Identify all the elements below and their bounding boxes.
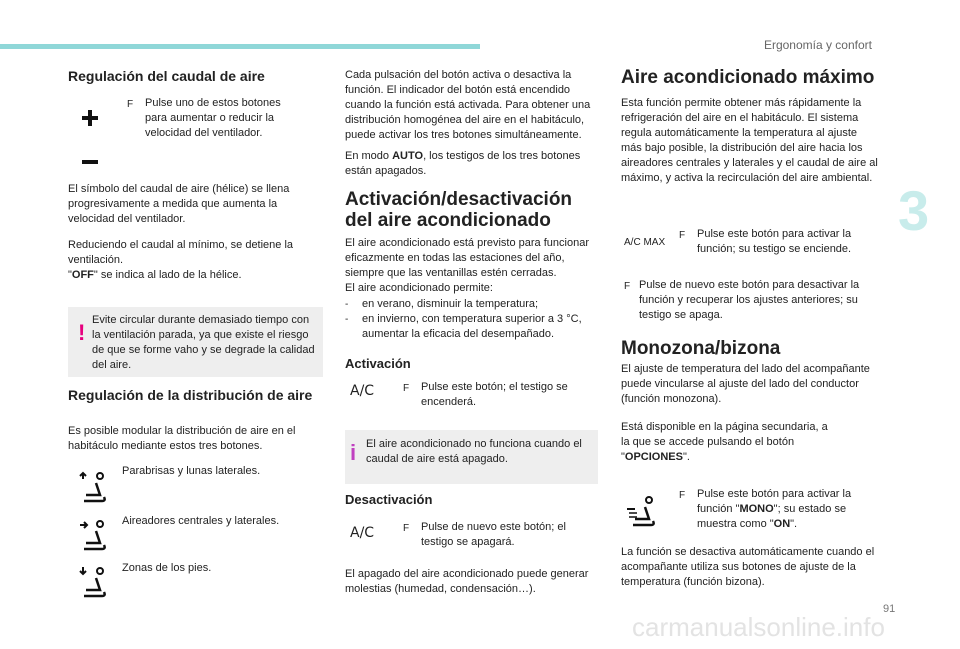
- monozone-title: Monozona/bizona: [621, 338, 781, 359]
- distribution-title: Regulación de la distribución de aire: [68, 387, 313, 403]
- list-dash: -: [345, 299, 349, 310]
- activation-bullet: Pulse este botón; el testigo se encenderá.: [421, 381, 568, 408]
- list-dash: -: [345, 314, 349, 325]
- monozone-paragraph-2: [621, 420, 836, 465]
- chapter-number: 3: [898, 179, 930, 242]
- monozone-paragraph-1: El ajuste de temperatura del lado del acompañante puede vincularse al ajuste del lado del conductor (función monozona).: [621, 363, 870, 405]
- monozone-bullet: [697, 487, 877, 532]
- bullet-marker: F: [679, 490, 686, 501]
- flow-paragraph-1: El símbolo del caudal de aire (hélice) se llena progresivamente a medida que aumenta la velocidad del ventilador.: [68, 183, 290, 225]
- options-label: OPCIONES: [624, 451, 683, 463]
- warning-icon: !: [78, 320, 86, 345]
- auto-p2-b: , los testigos de los tres botones están apagados.: [345, 150, 581, 177]
- mono-bullet-a: Pulse este botón para activar la función ": [697, 488, 852, 515]
- mono-bullet-b: "; su estado se muestra como ": [697, 503, 847, 530]
- flow-paragraph-2a: Reduciendo el caudal al mínimo, se detiene la ventilación.: [68, 239, 294, 266]
- info-icon: i: [350, 440, 357, 465]
- max-ac-title: Aire acondicionado máximo: [621, 67, 875, 88]
- warning-text: Evite circular durante demasiado tiempo con la ventilación parada, ya que existe el riesgo de que se forme vaho y se degrade la calidad del aire.: [92, 314, 315, 371]
- mono-label: MONO: [739, 503, 774, 515]
- auto-label: AUTO: [392, 150, 424, 162]
- ac-button-icon: A/C: [350, 525, 375, 541]
- watermark: carmanualsonline.info: [632, 612, 885, 642]
- activation-title: Activación: [345, 356, 411, 371]
- off-label: OFF: [71, 269, 94, 281]
- bullet-marker: F: [403, 523, 410, 534]
- bullet-marker: F: [624, 281, 631, 292]
- page-header-title: Ergonomía y confort: [763, 38, 872, 52]
- distribution-intro: Es posible modular la distribución de aire en el habitáculo mediante estos tres botones.: [68, 425, 296, 452]
- mono-p2-a: Está disponible en la página secundaria, a la que se accede pulsando el botón ": [621, 421, 828, 463]
- feet-distribution-icon: [80, 566, 108, 598]
- minus-icon: [80, 152, 100, 172]
- distribution-item-vents: Aireadores centrales y laterales.: [122, 515, 280, 527]
- flow-title: Regulación del caudal de aire: [68, 68, 265, 84]
- ac-button-icon: A/C: [350, 383, 375, 399]
- auto-p2-a: En modo: [345, 150, 393, 162]
- windscreen-distribution-icon: [80, 471, 108, 503]
- bullet-marker: F: [403, 383, 410, 394]
- max-ac-bullet-2: Pulse de nuevo este botón para desactivar la función y recuperar los ajustes anteriores; su testigo se apaga.: [639, 279, 860, 321]
- flow-paragraph-2: [68, 238, 323, 283]
- on-label: ON: [773, 518, 791, 530]
- ac-list-item-1: en verano, disminuir la temperatura;: [362, 298, 539, 310]
- distribution-item-windscreen: Parabrisas y lunas laterales.: [122, 465, 261, 477]
- ac-paragraph-2: El aire acondicionado permite:: [345, 282, 493, 294]
- quote: ": [68, 269, 72, 281]
- deactivation-title: Desactivación: [345, 492, 433, 507]
- bullet-marker: F: [679, 230, 686, 241]
- flow-bullet-text: Pulse uno de estos botones para aumentar o reducir la velocidad del ventilador.: [145, 97, 281, 139]
- monozone-paragraph-3: La función se desactiva automáticamente cuando el acompañante utiliza sus botones de ajuste de la temperatura (función bizona).: [621, 546, 875, 588]
- flow-paragraph-2b: " se indica al lado de la hélice.: [93, 269, 242, 281]
- ac-max-button-icon: A/C MAX: [624, 237, 666, 248]
- bullet-marker: F: [127, 99, 134, 110]
- plus-icon: [80, 108, 100, 128]
- auto-paragraph-1: Cada pulsación del botón activa o desactiva la función. El indicador del botón está encendido cuando la función está activada. Para obtener una distribución homogénea del aire en el habitáculo, puede activar los tres botones simultáneamente.: [345, 69, 591, 141]
- ac-section-title: Activación/desactivación del aire acondicionado: [345, 189, 573, 231]
- mono-bullet-c: ".: [790, 518, 798, 530]
- ac-paragraph-1: El aire acondicionado está previsto para funcionar eficazmente en todas las estaciones del año, siempre que las ventanillas estén cerradas.: [345, 237, 589, 279]
- page-number: 91: [883, 603, 896, 615]
- ac-list-item-2: en invierno, con temperatura superior a 3 °C, aumentar la eficacia del desempañado.: [362, 313, 582, 340]
- distribution-item-feet: Zonas de los pies.: [122, 562, 212, 574]
- max-ac-bullet-1: Pulse este botón para activar la función; su testigo se enciende.: [697, 228, 852, 255]
- header-accent-bar: [0, 44, 480, 49]
- info-note-text: El aire acondicionado no funciona cuando el caudal de aire está apagado.: [366, 438, 582, 465]
- deactivation-bullet: Pulse de nuevo este botón; el testigo se apagará.: [421, 521, 566, 548]
- deactivation-paragraph: El apagado del aire acondicionado puede generar molestias (humedad, condensación…).: [345, 568, 589, 595]
- auto-paragraph-2: [345, 149, 585, 179]
- mono-p2-b: ".: [682, 451, 690, 463]
- mono-seat-icon: [625, 495, 657, 527]
- vents-distribution-icon: [80, 519, 108, 551]
- max-ac-paragraph: Esta función permite obtener más rápidamente la refrigeración del aire en el habitáculo. El sistema regula automáticamente la temperatura al ajuste más bajo posible, la distribución del aire hacia los aireadores centrales y laterales y el caudal de aire al máximo, y activa la recirculación del aire ambiental.: [621, 97, 878, 184]
